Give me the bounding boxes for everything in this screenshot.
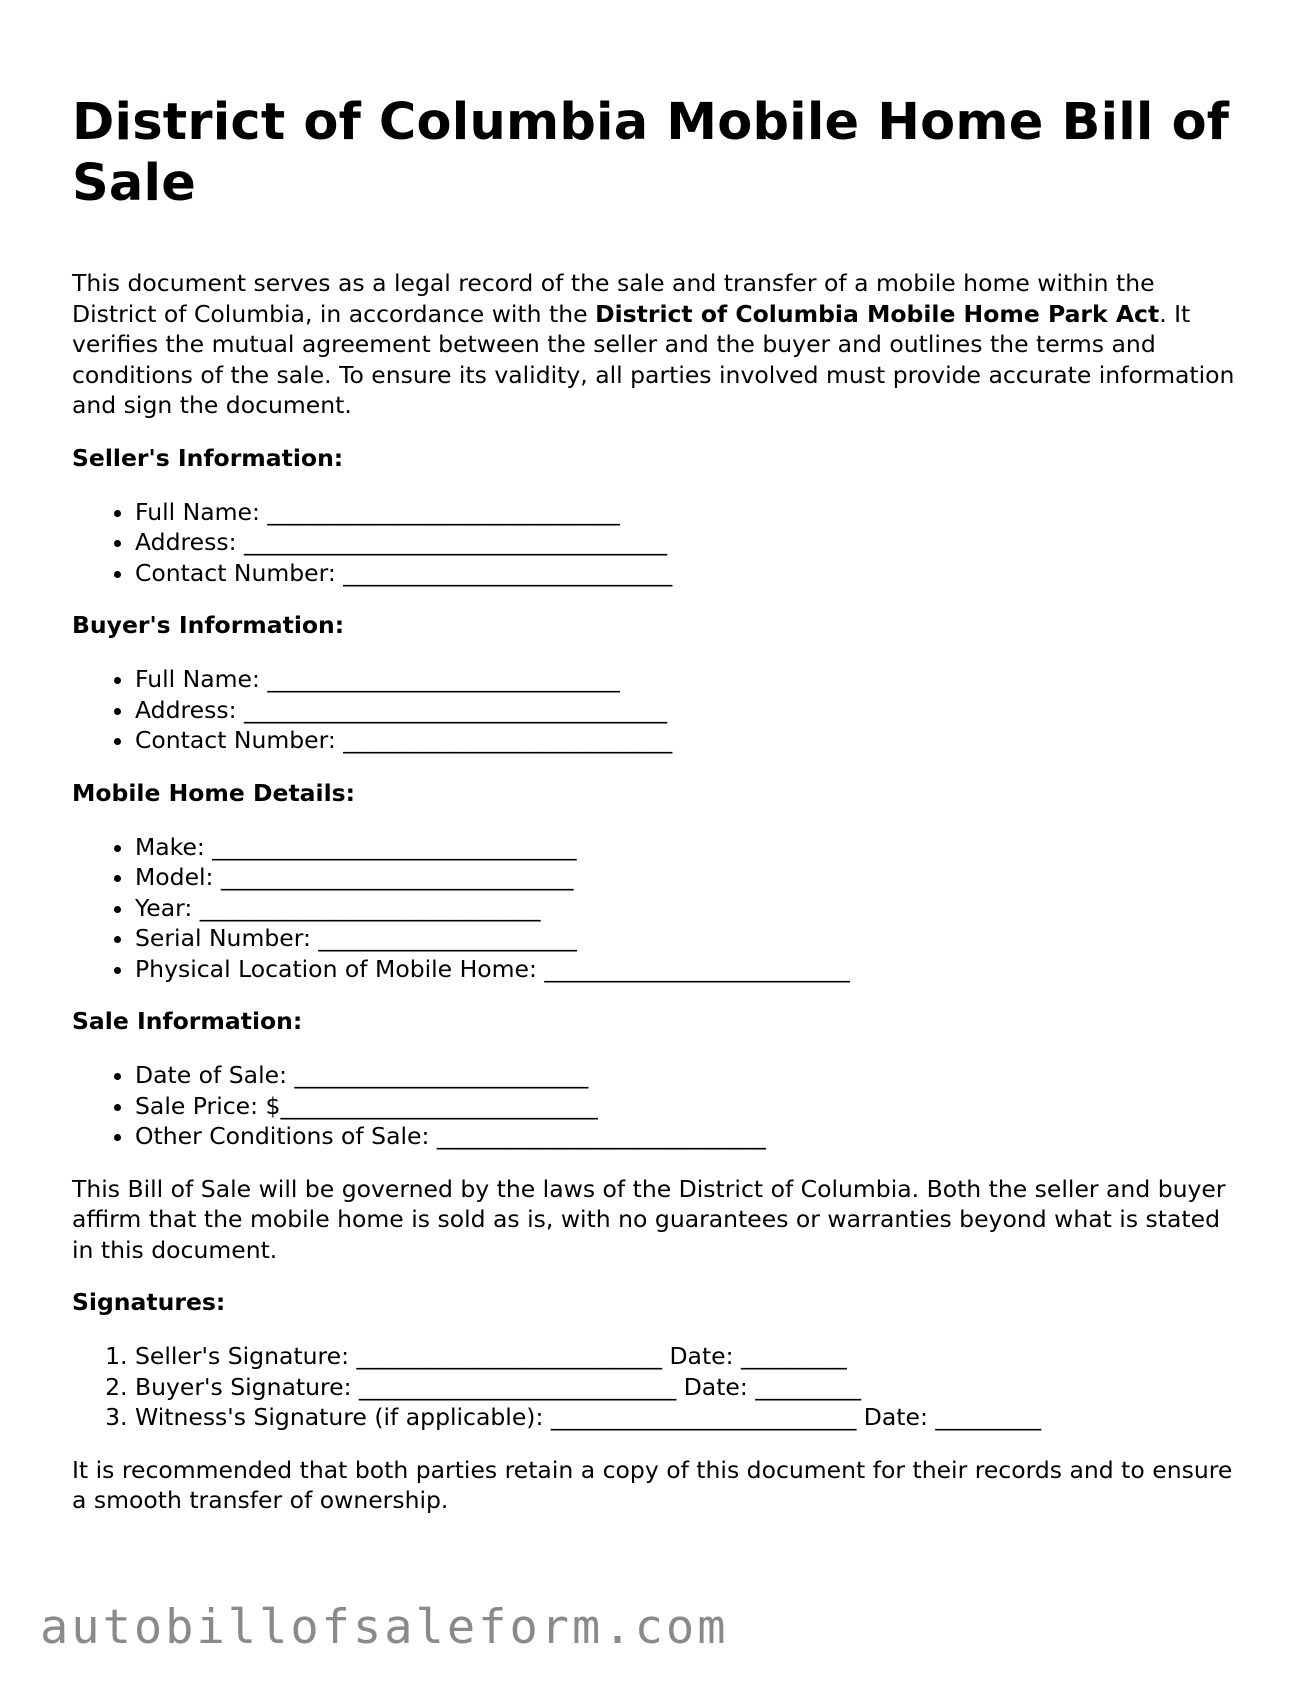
serial-number-field: • Serial Number: ______________________ bbox=[135, 923, 1237, 954]
seller-full-name-field: • Full Name: ______________________________ bbox=[135, 497, 1237, 528]
page-title: District of Columbia Mobile Home Bill of Sale bbox=[72, 93, 1230, 213]
date-of-sale-field: • Date of Sale: _________________________ bbox=[135, 1060, 1237, 1091]
buyer-heading: Buyer's Information: bbox=[72, 611, 345, 639]
intro-text-end: . It verifies the mutual agreement between the seller and the buyer and outlines the terms and conditions of the sale. To ensure its validity, all parties involved must provide accurate information and sign the document. bbox=[72, 299, 1235, 419]
buyer-full-name-field: • Full Name: ______________________________ bbox=[135, 664, 1237, 695]
buyer-signature-line: 2. Buyer's Signature: ___________________________ Date: _________ bbox=[135, 1372, 1237, 1403]
document bbox=[72, 92, 1237, 1538]
signatures-list bbox=[72, 1341, 1237, 1433]
buyer-contact-field: • Contact Number: ____________________________ bbox=[135, 725, 1237, 756]
other-conditions-field: • Other Conditions of Sale: ____________________________ bbox=[135, 1121, 1237, 1152]
mobile-home-list bbox=[72, 832, 1237, 985]
seller-address-field: • Address: ____________________________________ bbox=[135, 527, 1237, 558]
sale-list bbox=[72, 1060, 1237, 1152]
signatures-heading: Signatures: bbox=[72, 1288, 226, 1316]
intro-text-start: This document serves as a legal record of the sale and transfer of a mobile home within the District of Columbia, in accordance with the bbox=[72, 269, 1155, 328]
seller-contact-field: • Contact Number: ____________________________ bbox=[135, 558, 1237, 589]
witness-signature-line: 3. Witness's Signature (if applicable): __________________________ Date: _________ bbox=[135, 1402, 1237, 1433]
mobile-home-heading: Mobile Home Details: bbox=[72, 778, 356, 807]
location-field: • Physical Location of Mobile Home: __________________________ bbox=[135, 954, 1237, 985]
act-name: District of Columbia Mobile Home Park Act bbox=[595, 299, 1160, 328]
year-field: • Year: _____________________________ bbox=[135, 893, 1237, 924]
sale-price-field: • Sale Price: $___________________________ bbox=[135, 1091, 1237, 1122]
governing-paragraph: This Bill of Sale will be governed by the laws of the District of Columbia. Both the seller and buyer affirm that the mobile home is sold as is, with no guarantees or warranties beyond what is stated in this document. bbox=[72, 1174, 1226, 1264]
sale-heading: Sale Information: bbox=[72, 1007, 303, 1035]
watermark: autobillofsaleform.com bbox=[40, 1600, 729, 1655]
model-field: • Model: ______________________________ bbox=[135, 862, 1237, 893]
buyer-address-field: • Address: ____________________________________ bbox=[135, 695, 1237, 726]
seller-heading: Seller's Information: bbox=[72, 443, 344, 472]
closing-paragraph: It is recommended that both parties retain a copy of this document for their records and to ensure a smooth transfer of ownership. bbox=[72, 1455, 1233, 1514]
make-field: • Make: _______________________________ bbox=[135, 832, 1237, 863]
intro-paragraph bbox=[72, 268, 1237, 421]
seller-signature-line: 1. Seller's Signature: __________________________ Date: _________ bbox=[135, 1341, 1237, 1372]
seller-list bbox=[72, 497, 1237, 589]
buyer-list bbox=[72, 664, 1237, 756]
